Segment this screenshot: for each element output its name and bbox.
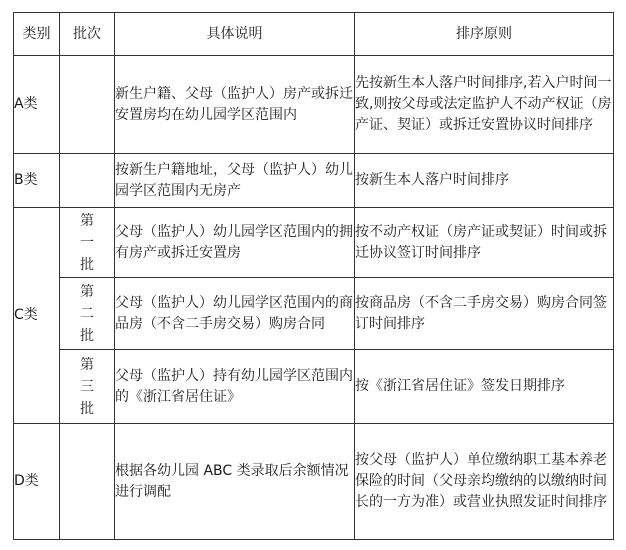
table-row — [14, 56, 614, 154]
rule-cell: 按不动产权证（房产证或契证）时间或拆迁协议签订时间排序 — [355, 208, 614, 278]
header-category: 类别 — [14, 13, 60, 56]
table-row — [14, 424, 614, 540]
table-row — [14, 350, 614, 424]
rule-cell: 按《浙江省居住证》签发日期排序 — [355, 350, 614, 424]
category-cell: A类 — [14, 56, 60, 154]
batch-cell — [60, 56, 115, 154]
description-cell: 父母（监护人）持有幼儿园学区范围内的《浙江省居住证》 — [115, 350, 355, 424]
header-rule: 排序原则 — [355, 13, 614, 56]
table-row — [14, 208, 614, 278]
description-cell: 父母（监护人）幼儿园学区范围内的拥有房产或拆迁安置房 — [115, 208, 355, 278]
batch-label: 第二批 — [80, 283, 94, 344]
rule-cell: 按新生本人落户时间排序 — [355, 154, 614, 208]
header-row — [14, 13, 614, 56]
description-cell: 根据各幼儿园 ABC 类录取后余额情况进行调配 — [115, 424, 355, 540]
batch-cell — [60, 278, 115, 350]
admission-rules-table — [13, 12, 614, 540]
description-cell: 父母（监护人）幼儿园学区范围内的商品房（不含二手房交易）购房合同 — [115, 278, 355, 350]
description-cell: 新生户籍、父母（监护人）房产或拆迁安置房均在幼儿园学区范围内 — [115, 56, 355, 154]
category-cell: D类 — [14, 424, 60, 540]
batch-cell — [60, 424, 115, 540]
category-cell: C类 — [14, 208, 60, 424]
category-cell: B类 — [14, 154, 60, 208]
rule-cell: 先按新生本人落户时间排序,若入户时间一致,则按父母或法定监护人不动产权证（房产证、契证）或拆迁安置协议时间排序 — [355, 56, 614, 154]
description-cell: 按新生户籍地址，父母（监护人）幼儿园学区范围内无房产 — [115, 154, 355, 208]
batch-label: 第三批 — [80, 356, 94, 417]
table-row — [14, 154, 614, 208]
table-row — [14, 278, 614, 350]
header-description: 具体说明 — [115, 13, 355, 56]
batch-cell — [60, 350, 115, 424]
rule-cell: 按商品房（不含二手房交易）购房合同签订时间排序 — [355, 278, 614, 350]
batch-label: 第一批 — [80, 212, 94, 273]
header-batch: 批次 — [60, 13, 115, 56]
batch-cell — [60, 208, 115, 278]
batch-cell — [60, 154, 115, 208]
rule-cell: 按父母（监护人）单位缴纳职工基本养老保险的时间（父母亲均缴纳的以缴纳时间长的一方为准）或营业执照发证时间排序 — [355, 424, 614, 540]
